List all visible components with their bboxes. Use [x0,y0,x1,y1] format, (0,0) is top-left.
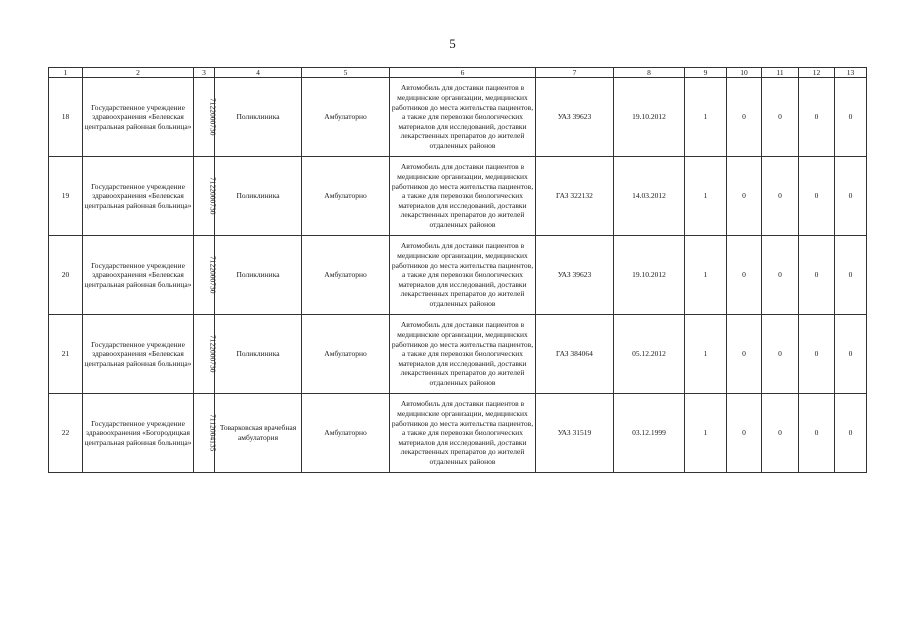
institution-name: Государственное учреждение здравоохранения «Белевская центральная районная больница» [83,236,194,315]
row-number: 21 [49,315,83,394]
header-cell: 11 [762,68,799,78]
acquisition-date: 19.10.2012 [614,78,685,157]
col-10-value: 0 [727,315,762,394]
care-type: Амбулаторно [302,394,390,473]
col-9-value: 1 [685,157,727,236]
header-cell: 9 [685,68,727,78]
col-11-value: 0 [762,394,799,473]
institution-code: 7122000730 [208,177,218,215]
unit-name: Поликлиника [215,157,302,236]
table-row [49,394,867,473]
institution-code: 7122000730 [208,256,218,294]
acquisition-date: 05.12.2012 [614,315,685,394]
page-number: 5 [449,36,456,51]
col-11-value: 0 [762,236,799,315]
vehicle-model: УАЗ 39623 [536,236,614,315]
col-10-value: 0 [727,157,762,236]
col-12-value: 0 [799,157,835,236]
col-12-value: 0 [799,78,835,157]
institution-name: Государственное учреждение здравоохранения «Богородицкая центральная районная больница» [83,394,194,473]
col-13-value: 0 [835,394,867,473]
care-type: Амбулаторно [302,315,390,394]
vehicle-purpose: Автомобиль для доставки пациентов в медицинские организации, медицинских работников до места жительства пациентов, а также для перевозки биологических материалов для исследований, доставки лекарственных препаратов до жителей отдаленных районов [390,236,536,315]
header-cell: 7 [536,68,614,78]
col-12-value: 0 [799,315,835,394]
care-type: Амбулаторно [302,236,390,315]
col-10-value: 0 [727,394,762,473]
institution-name: Государственное учреждение здравоохранения «Белевская центральная районная больница» [83,157,194,236]
vehicle-model: УАЗ 39623 [536,78,614,157]
unit-name: Поликлиника [215,315,302,394]
col-13-value: 0 [835,315,867,394]
col-10-value: 0 [727,236,762,315]
header-cell: 12 [799,68,835,78]
col-12-value: 0 [799,394,835,473]
col-9-value: 1 [685,394,727,473]
acquisition-date: 19.10.2012 [614,236,685,315]
header-cell: 5 [302,68,390,78]
row-number: 20 [49,236,83,315]
care-type: Амбулаторно [302,78,390,157]
col-10-value: 0 [727,78,762,157]
header-cell: 2 [83,68,194,78]
care-type: Амбулаторно [302,157,390,236]
col-13-value: 0 [835,78,867,157]
col-11-value: 0 [762,315,799,394]
vehicle-table [48,67,867,473]
vehicle-purpose: Автомобиль для доставки пациентов в медицинские организации, медицинских работников до места жительства пациентов, а также для перевозки биологических материалов для исследований, доставки лекарственных препаратов до жителей отдаленных районов [390,78,536,157]
header-cell: 1 [49,68,83,78]
header-cell: 6 [390,68,536,78]
institution-code: 7122000730 [208,98,218,136]
header-cell: 4 [215,68,302,78]
row-number: 19 [49,157,83,236]
institution-name: Государственное учреждение здравоохранения «Белевская центральная районная больница» [83,78,194,157]
table-row [49,78,867,157]
col-13-value: 0 [835,236,867,315]
institution-code: 7112004135 [208,414,218,452]
col-9-value: 1 [685,78,727,157]
unit-name: Поликлиника [215,236,302,315]
table-row [49,315,867,394]
col-12-value: 0 [799,236,835,315]
col-11-value: 0 [762,78,799,157]
header-cell: 13 [835,68,867,78]
row-number: 22 [49,394,83,473]
col-9-value: 1 [685,236,727,315]
vehicle-model: УАЗ 31519 [536,394,614,473]
table-row [49,157,867,236]
unit-name: Поликлиника [215,78,302,157]
header-cell: 10 [727,68,762,78]
acquisition-date: 03.12.1999 [614,394,685,473]
col-11-value: 0 [762,157,799,236]
institution-code: 7122000730 [208,335,218,373]
institution-name: Государственное учреждение здравоохранения «Белевская центральная районная больница» [83,315,194,394]
vehicle-purpose: Автомобиль для доставки пациентов в медицинские организации, медицинских работников до места жительства пациентов, а также для перевозки биологических материалов для исследований, доставки лекарственных препаратов до жителей отдаленных районов [390,394,536,473]
vehicle-model: ГАЗ 322132 [536,157,614,236]
vehicle-purpose: Автомобиль для доставки пациентов в медицинские организации, медицинских работников до места жительства пациентов, а также для перевозки биологических материалов для исследований, доставки лекарственных препаратов до жителей отдаленных районов [390,315,536,394]
header-cell: 3 [194,68,215,78]
row-number: 18 [49,78,83,157]
header-cell: 8 [614,68,685,78]
table-row [49,236,867,315]
col-13-value: 0 [835,157,867,236]
vehicle-purpose: Автомобиль для доставки пациентов в медицинские организации, медицинских работников до места жительства пациентов, а также для перевозки биологических материалов для исследований, доставки лекарственных препаратов до жителей отдаленных районов [390,157,536,236]
acquisition-date: 14.03.2012 [614,157,685,236]
unit-name: Товарковская врачебная амбулатория [215,394,302,473]
col-9-value: 1 [685,315,727,394]
vehicle-model: ГАЗ 384064 [536,315,614,394]
header-row [49,68,867,78]
